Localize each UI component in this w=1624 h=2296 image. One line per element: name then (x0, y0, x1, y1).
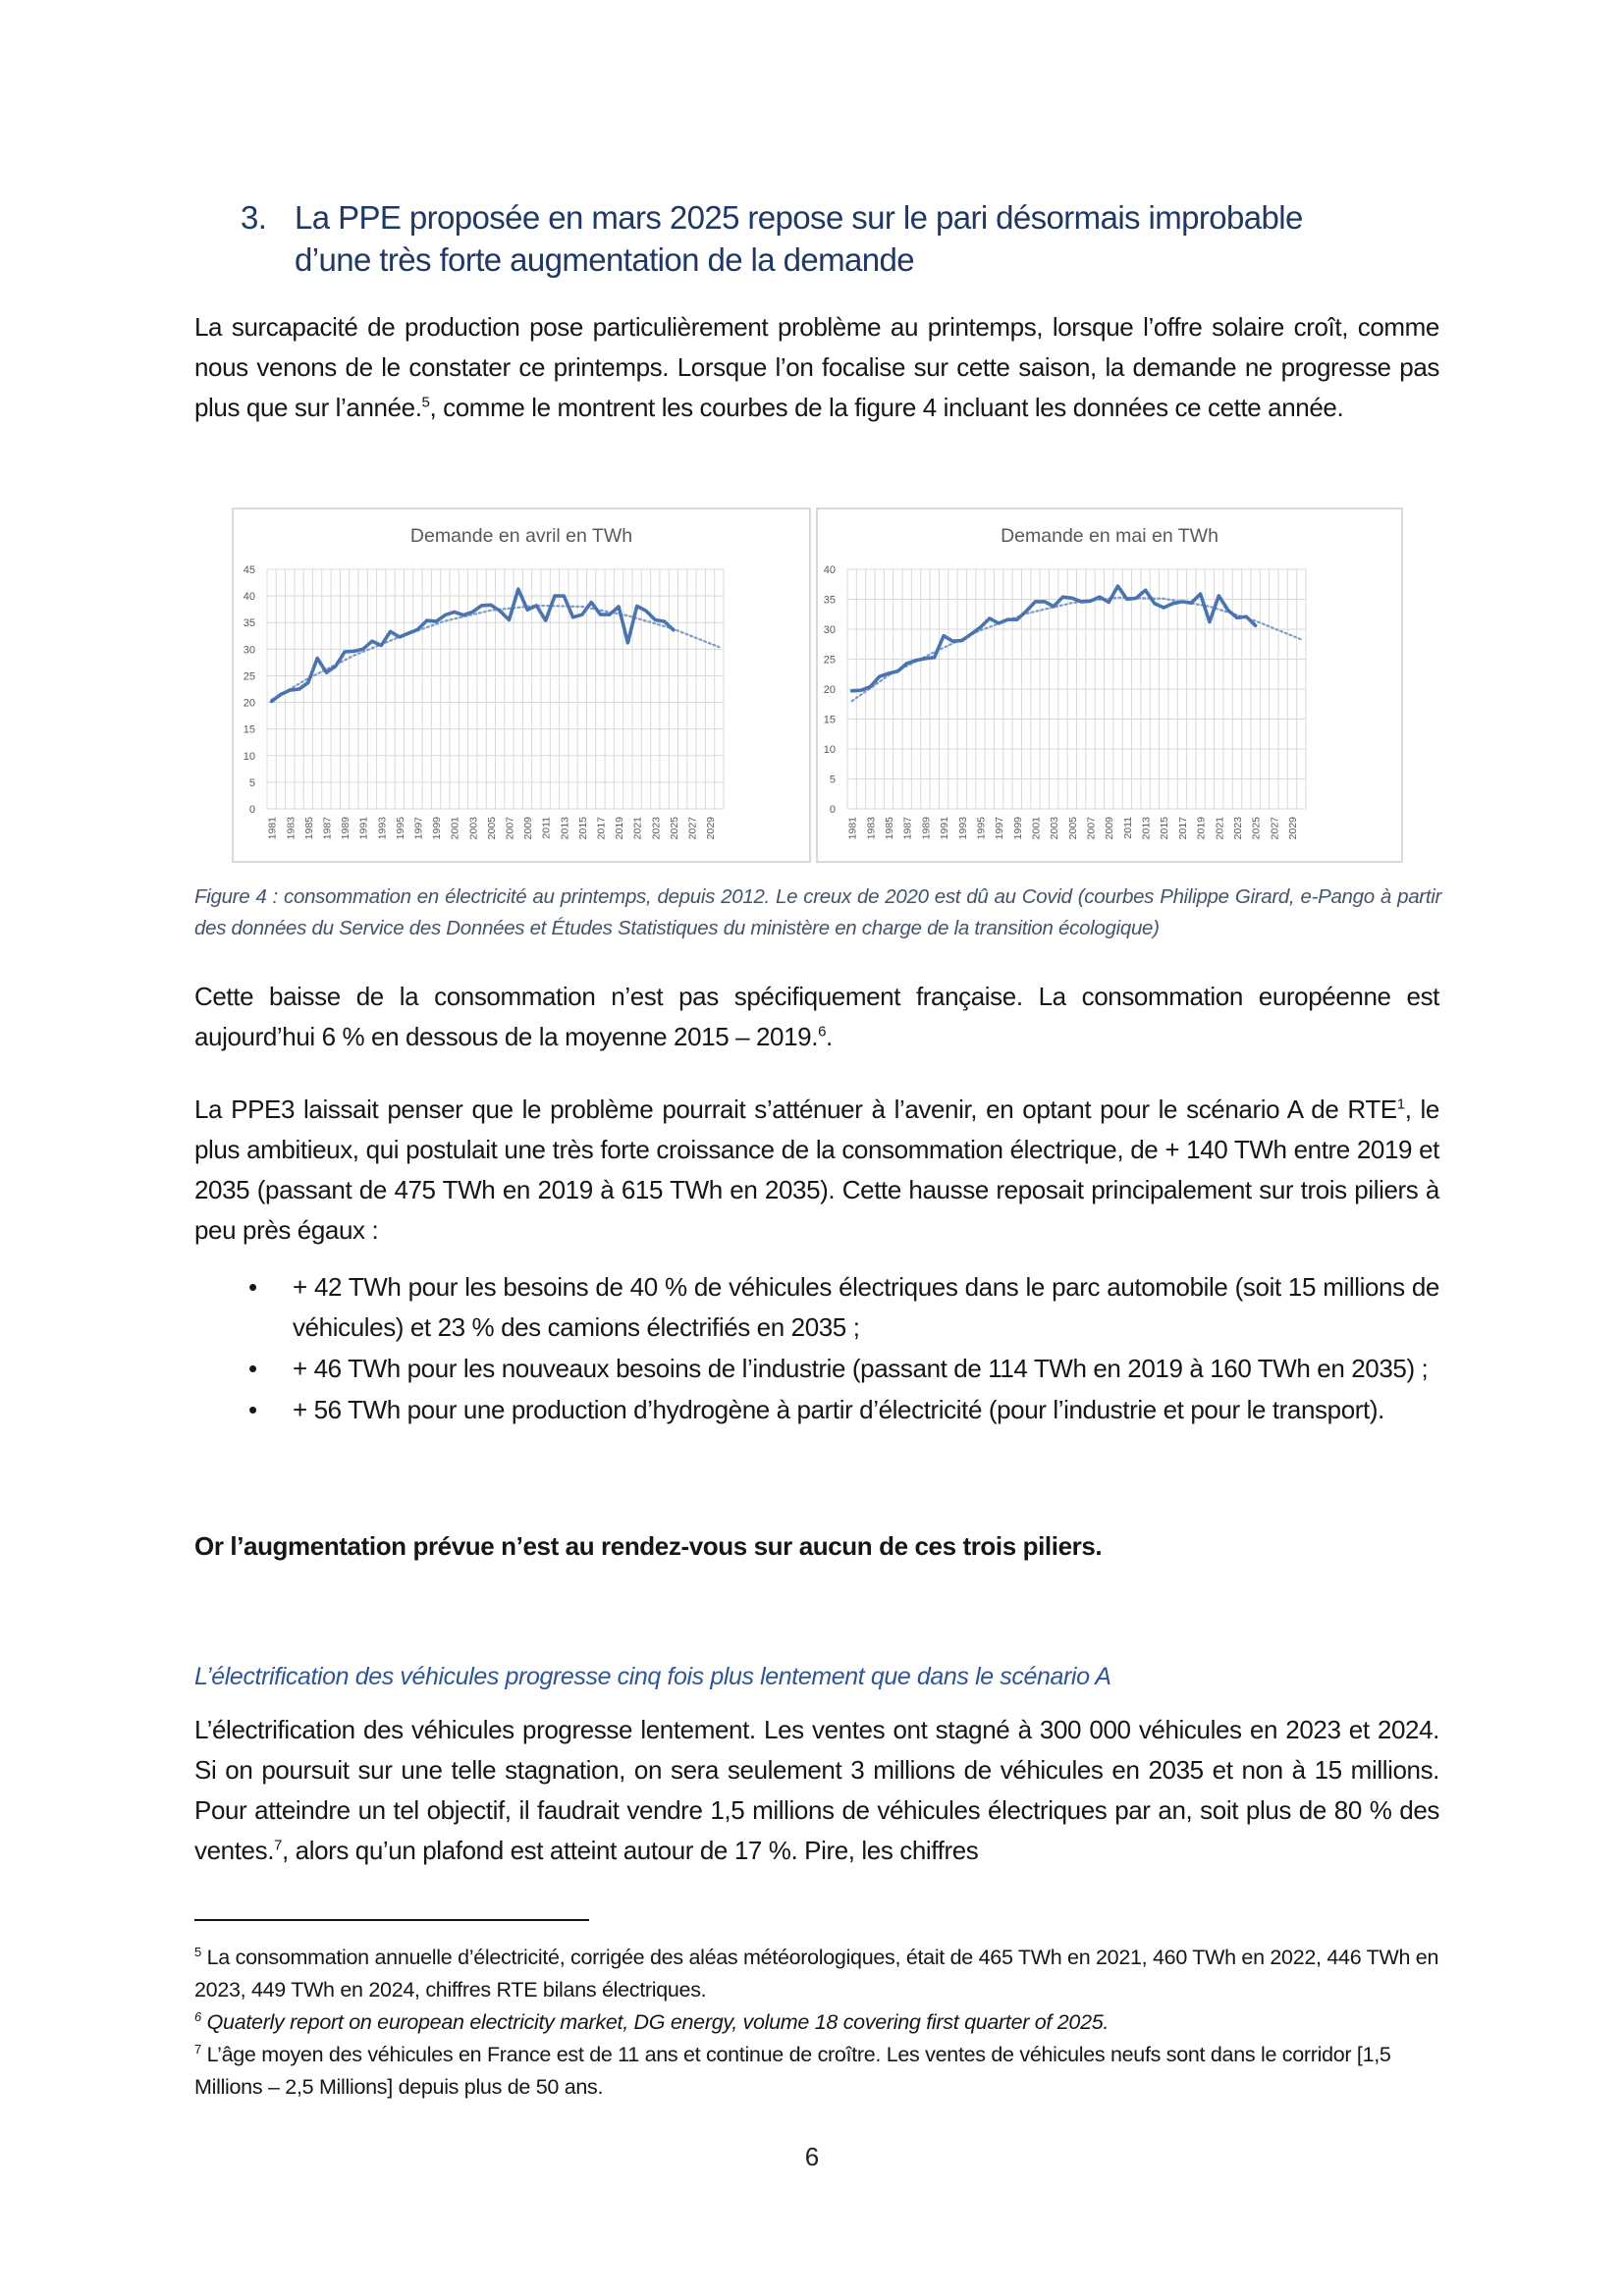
x-tick-label: 2017 (1176, 817, 1189, 840)
x-tick-label: 1991 (357, 817, 370, 840)
y-tick-label: 20 (823, 684, 836, 696)
x-tick-label: 2003 (1049, 817, 1061, 840)
x-tick-label: 2015 (1159, 817, 1171, 840)
footnote-text: La consommation annuelle d’électricité, corrigée des aléas météorologiques, était de 465 TWh en 2021, 460 TWh en 2022, 446 TWh en 2023, 449 TWh en 2024, chiffres RTE bilans électriques. (194, 1946, 1439, 2002)
y-tick-label: 40 (823, 564, 836, 576)
x-tick-label: 2021 (631, 817, 644, 840)
y-tick-label: 0 (248, 804, 255, 816)
y-tick-label: 35 (823, 594, 836, 607)
chart-april-title: Demande en avril en TWh (409, 525, 633, 547)
chart-april-plot (234, 509, 809, 861)
intro-text-end: , comme le montrent les courbes de la figure 4 incluant les données ce cette année. (429, 393, 1344, 422)
y-tick-label: 25 (823, 654, 836, 667)
chart-may (816, 507, 1403, 863)
x-tick-label: 1997 (994, 817, 1006, 840)
x-tick-label: 2025 (1250, 817, 1263, 840)
y-tick-label: 0 (829, 804, 836, 816)
figure-caption: Figure 4 : consommation en électricité au printemps, depuis 2012. Le creux de 2020 est dû au Covid (courbes Philippe Girard, e-Pango à partir des données du Service des Données et Études Statistiques du ministère en charge de la transition écologique) (194, 885, 1441, 939)
list-item (194, 1267, 1439, 1348)
footnote-5 (194, 1942, 1461, 2006)
y-tick-label: 15 (243, 723, 255, 736)
x-tick-label: 1985 (884, 817, 896, 840)
paragraph-vehicle-electrification (194, 1710, 1439, 1871)
x-tick-label: 1995 (394, 817, 406, 840)
para3-text-a: La PPE3 laissait penser que le problème pourrait s’atténuer à l’avenir, en optant pour le scénario A de RTE (194, 1095, 1397, 1124)
x-tick-label: 2011 (1121, 817, 1134, 839)
x-tick-label: 1995 (975, 817, 988, 840)
list-item (194, 1349, 1439, 1389)
x-tick-label: 1999 (1011, 817, 1024, 840)
x-tick-label: 1991 (939, 817, 951, 840)
x-tick-label: 2019 (1195, 817, 1208, 840)
y-tick-label: 10 (243, 750, 255, 763)
x-tick-label: 2021 (1214, 817, 1226, 840)
footnote-6 (194, 2006, 1461, 2039)
x-tick-label: 2011 (540, 817, 553, 839)
x-tick-label: 2009 (522, 817, 535, 840)
footnote-7 (194, 2039, 1461, 2104)
intro-paragraph (194, 307, 1439, 428)
page-number: 6 (804, 2142, 820, 2171)
y-tick-label: 30 (243, 644, 255, 657)
pillar-text: + 56 TWh pour une production d’hydrogène à partir d’électricité (pour l’industrie et pour le transport). (293, 1395, 1384, 1424)
x-tick-label: 2001 (449, 817, 461, 840)
intro-text: La surcapacité de production pose particulièrement problème au printemps, lorsque l’offre solaire croît, comme nous venons de le constater ce printemps. Lorsque l’on focalise sur cette saison, la demande ne progresse pas plus que sur l’année. (194, 312, 1439, 422)
x-tick-label: 2029 (1286, 817, 1299, 840)
x-tick-label: 2017 (595, 817, 608, 840)
x-tick-label: 2015 (576, 817, 589, 840)
x-tick-label: 2023 (650, 817, 663, 840)
y-tick-label: 25 (243, 670, 255, 683)
x-tick-label: 2023 (1231, 817, 1244, 840)
x-tick-label: 1999 (431, 817, 444, 840)
paragraph-ppe3-scenario (194, 1090, 1439, 1251)
x-tick-label: 2009 (1104, 817, 1116, 840)
x-tick-label: 1985 (302, 817, 315, 840)
y-tick-label: 40 (243, 591, 255, 604)
subsection-text-b: , alors qu’un plafond est atteint autour de 17 %. Pire, les chiffres (281, 1836, 979, 1865)
footnote-text: L’âge moyen des véhicules en France est de 11 ans et continue de croître. Les ventes de véhicules neufs sont dans le corridor [1,5 Millions – 2,5 Millions] depuis plus de 50 ans. (194, 2043, 1391, 2099)
x-tick-label: 2027 (1269, 817, 1281, 840)
chart-april (232, 507, 811, 863)
x-tick-label: 1987 (901, 817, 914, 840)
x-tick-label: 1997 (412, 817, 425, 840)
section-title-line1: La PPE proposée en mars 2025 repose sur le pari désormais improbable (295, 199, 1303, 236)
subsection-heading: L’électrification des véhicules progresse cinq fois plus lentement que dans le scénario A (194, 1663, 1111, 1690)
x-tick-label: 2019 (614, 817, 626, 840)
x-tick-label: 2029 (705, 817, 718, 840)
footnote-marker: 7 (194, 2041, 201, 2056)
x-tick-label: 1981 (266, 817, 279, 840)
para2-end: . (826, 1022, 833, 1051)
footnote-ref-7[interactable]: 7 (274, 1837, 282, 1854)
x-tick-label: 1981 (846, 817, 859, 840)
x-tick-label: 2001 (1030, 817, 1043, 840)
x-tick-label: 2027 (686, 817, 699, 840)
y-tick-label: 45 (243, 564, 255, 576)
data-line (272, 589, 674, 701)
x-tick-label: 2013 (1140, 817, 1153, 840)
x-tick-label: 2005 (485, 817, 498, 840)
conclusion-statement: Or l’augmentation prévue n’est au rendez-vous sur aucun de ces trois piliers. (194, 1531, 1103, 1561)
footnote-marker: 6 (194, 2008, 201, 2024)
x-tick-label: 1987 (321, 817, 334, 840)
list-item (194, 1390, 1439, 1430)
x-tick-label: 1989 (920, 817, 933, 840)
x-tick-label: 1993 (376, 817, 389, 840)
x-tick-label: 2005 (1066, 817, 1079, 840)
footnote-marker: 5 (194, 1944, 201, 1959)
bullet-icon: • (248, 1272, 257, 1302)
footnote-separator (194, 1919, 589, 1921)
section-number: 3. (241, 199, 267, 236)
footnote-text: Quaterly report on european electricity market, DG energy, volume 18 covering first quarter of 2025. (206, 2010, 1110, 2034)
footnote-ref-5[interactable]: 5 (421, 394, 430, 411)
y-tick-label: 5 (829, 774, 836, 786)
paragraph-european-consumption (194, 977, 1439, 1057)
y-tick-label: 5 (248, 776, 255, 789)
x-tick-label: 1983 (285, 817, 298, 840)
x-tick-label: 2013 (559, 817, 571, 840)
x-tick-label: 2007 (504, 817, 516, 840)
pillars-list (194, 1267, 1439, 1431)
chart-may-plot (818, 509, 1401, 861)
bullet-icon: • (248, 1354, 257, 1383)
section-heading (241, 196, 1419, 281)
para2-text: Cette baisse de la consommation n’est pas spécifiquement française. La consommation européenne est aujourd’hui 6 % en dessous de la moyenne 2015 – 2019. (194, 982, 1439, 1051)
bullet-icon: • (248, 1395, 257, 1424)
x-tick-label: 2003 (467, 817, 480, 840)
section-title-line2: d’une très forte augmentation de la demande (295, 241, 914, 278)
y-tick-label: 35 (243, 617, 255, 630)
para3-text-b: , le plus ambitieux, qui postulait une très forte croissance de la consommation électrique, de + 140 TWh entre 2019 et 2035 (passant de 475 TWh en 2019 à 615 TWh en 2035). Cette hausse reposait principalement sur trois piliers à peu près égaux : (194, 1095, 1439, 1245)
y-tick-label: 20 (243, 697, 255, 710)
x-tick-label: 1993 (956, 817, 969, 840)
footnote-ref-1[interactable]: 1 (1396, 1095, 1405, 1113)
chart-may-title: Demande en mai en TWh (1001, 525, 1218, 547)
footnote-ref-6[interactable]: 6 (818, 1023, 827, 1041)
footnotes (194, 1942, 1461, 2104)
x-tick-label: 1983 (865, 817, 878, 840)
y-tick-label: 30 (823, 624, 836, 636)
x-tick-label: 2007 (1085, 817, 1098, 840)
pillar-text: + 42 TWh pour les besoins de 40 % de véhicules électriques dans le parc automobile (soit 15 millions de véhicules) et 23 % des camions électrifiés en 2035 ; (293, 1272, 1439, 1342)
subsection-text-a: L’électrification des véhicules progresse lentement. Les ventes ont stagné à 300 000 véhicules en 2023 et 2024. Si on poursuit sur une telle stagnation, on sera seulement 3 millions de véhicules en 2035 et non à 15 millions. Pour atteindre un tel objectif, il faudrait vendre 1,5 millions de véhicules électriques par an, soit plus de 80 % des ventes. (194, 1715, 1439, 1865)
x-tick-label: 1989 (340, 817, 352, 840)
y-tick-label: 15 (823, 714, 836, 726)
pillar-text: + 46 TWh pour les nouveaux besoins de l’industrie (passant de 114 TWh en 2019 à 160 TWh en 2035) ; (293, 1354, 1429, 1383)
x-tick-label: 2025 (668, 817, 680, 840)
y-tick-label: 10 (823, 744, 836, 756)
data-line (852, 586, 1256, 691)
